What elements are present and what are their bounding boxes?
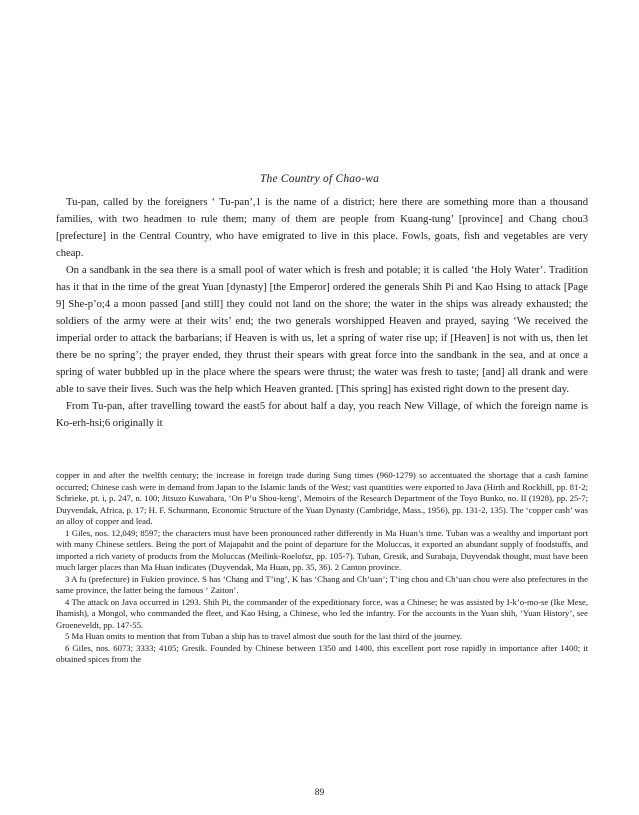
footnotes [56, 470, 588, 666]
footnote-5: 5 Ma Huan omits to mention that from Tuban a ship has to travel almost due south for the last third of the journey. [65, 631, 463, 641]
paragraph-holy-water: On a sandbank in the sea there is a small pool of water which is fresh and potable; it is called ‘the Holy Water’. Tradition has it that in the time of the great Yuan [dynasty] [the Emperor] ordered the generals Shih Pi and Kao Hsing to attack [Page 9] She-p’o;4 a moon passed [and still] they could not land on the shore; the water in the ships was already exhausted; the soldiers of the army were at their wits’ end; the two generals worshipped Heaven and prayed, saying ‘We received the imperial order to attack the barbarians; if Heaven is with us, let a spring of water rise up; if [Heaven] is not with us, then let there be no spring’; the prayer ended, they thrust their spears with great force into the sandbank in the sea, and at once a spring of water bubbled up in the place where the spears were thrust; the water was fresh to taste; [and] all drank and were able to save their lives. Such was the help which Heaven granted. [This spring] has existed right down to the present day. [56, 265, 588, 395]
running-title: The Country of Chao-wa [259, 173, 380, 185]
page-number: 89 [314, 788, 325, 798]
paragraph-tu-pan: Tu-pan, called by the foreigners ‘ Tu-pan’,1 is the name of a district; here there are something more than a thousand families, with two headmen to rule them; many of them are people from Kuang-tung’ [province] and Chang chou3 [prefecture] in the Central Country, who have emigrated to live in this place. Fowls, goats, fish and vegetables are very cheap. [56, 197, 588, 259]
main-text [56, 194, 588, 432]
footnote-3: 3 A fu (prefecture) in Fukien province. S has ‘Chang and T’ing’, K has ‘Chang and Ch’uan’; T’ing chou and Ch’uan chou were also prefectures in the same province, the latter being the famous ‘ Zaiton’. [56, 573, 588, 595]
footnote-continued: copper in and after the twelfth century; the increase in foreign trade during Sung times (960-1279) so accentuated the shortage that a cash famine occurred; Chinese cash were in demand from Japan to the Islamic lands of the West; vast quantities were exported to Java (Hirth and Rockhill, pp. 81-2; Schrieke, pt. i, p. 247, n. 100; Jitsuzo Kuwabara, ‘On P’u Shou-keng’, Memoirs of the Research Department of the Toyo Bunko, no. II (1928), pp. 25-7; Duyvendak, Africa, p. 17; H. F. Schurmann, Economic Structure of the Yuan Dynasty (Cambridge, Mass., 1956), pp. 131-2, 135). The ‘copper cash’ was an alloy of copper and lead. [56, 470, 588, 526]
footnote-4: 4 The attack on Java occurred in 1293. Shih Pi, the commander of the expeditionary force, was a Chinese; he was assisted by I-k’o-mo-se (Ike Mese, Ihamish), a Mongol, who commanded the fleet, and Kao Hsing, a Chinese, who led the infantry. For the accounts in the Yuan shih, ‘Yuan History’, see Groeneveldt, pp. 147-55. [56, 596, 588, 630]
footnote-1-2: 1 Giles, nos. 12,049; 8597; the characters must have been pronounced rather differently in Ma Huan’s time. Tuban was a wealthy and important port with many Chinese settlers. Being the port of Majapahit and the point of departure for the Moluccas, it exported an abundant supply of foodstuffs, and imported a rich variety of products from the Moluccas (Meilink-Roelofsz, pp. 105-7). Tuban, Gresik, and Surabaja, Duyvendak thought, must have been much larger places than Ma Huan indicates (Duyvendak, Ma Huan, pp. 35, 36). 2 Canton province. [56, 527, 588, 572]
footnote-6: 6 Giles, nos. 6073; 3333; 4105; Gresik. Founded by Chinese between 1350 and 1400, this excellent port rose rapidly in importance after 1400; it obtained spices from the [56, 642, 588, 664]
paragraph-new-village: From Tu-pan, after travelling toward the east5 for about half a day, you reach New Village, of which the foreign name is Ko-erh-hsi;6 originally it [56, 401, 588, 429]
